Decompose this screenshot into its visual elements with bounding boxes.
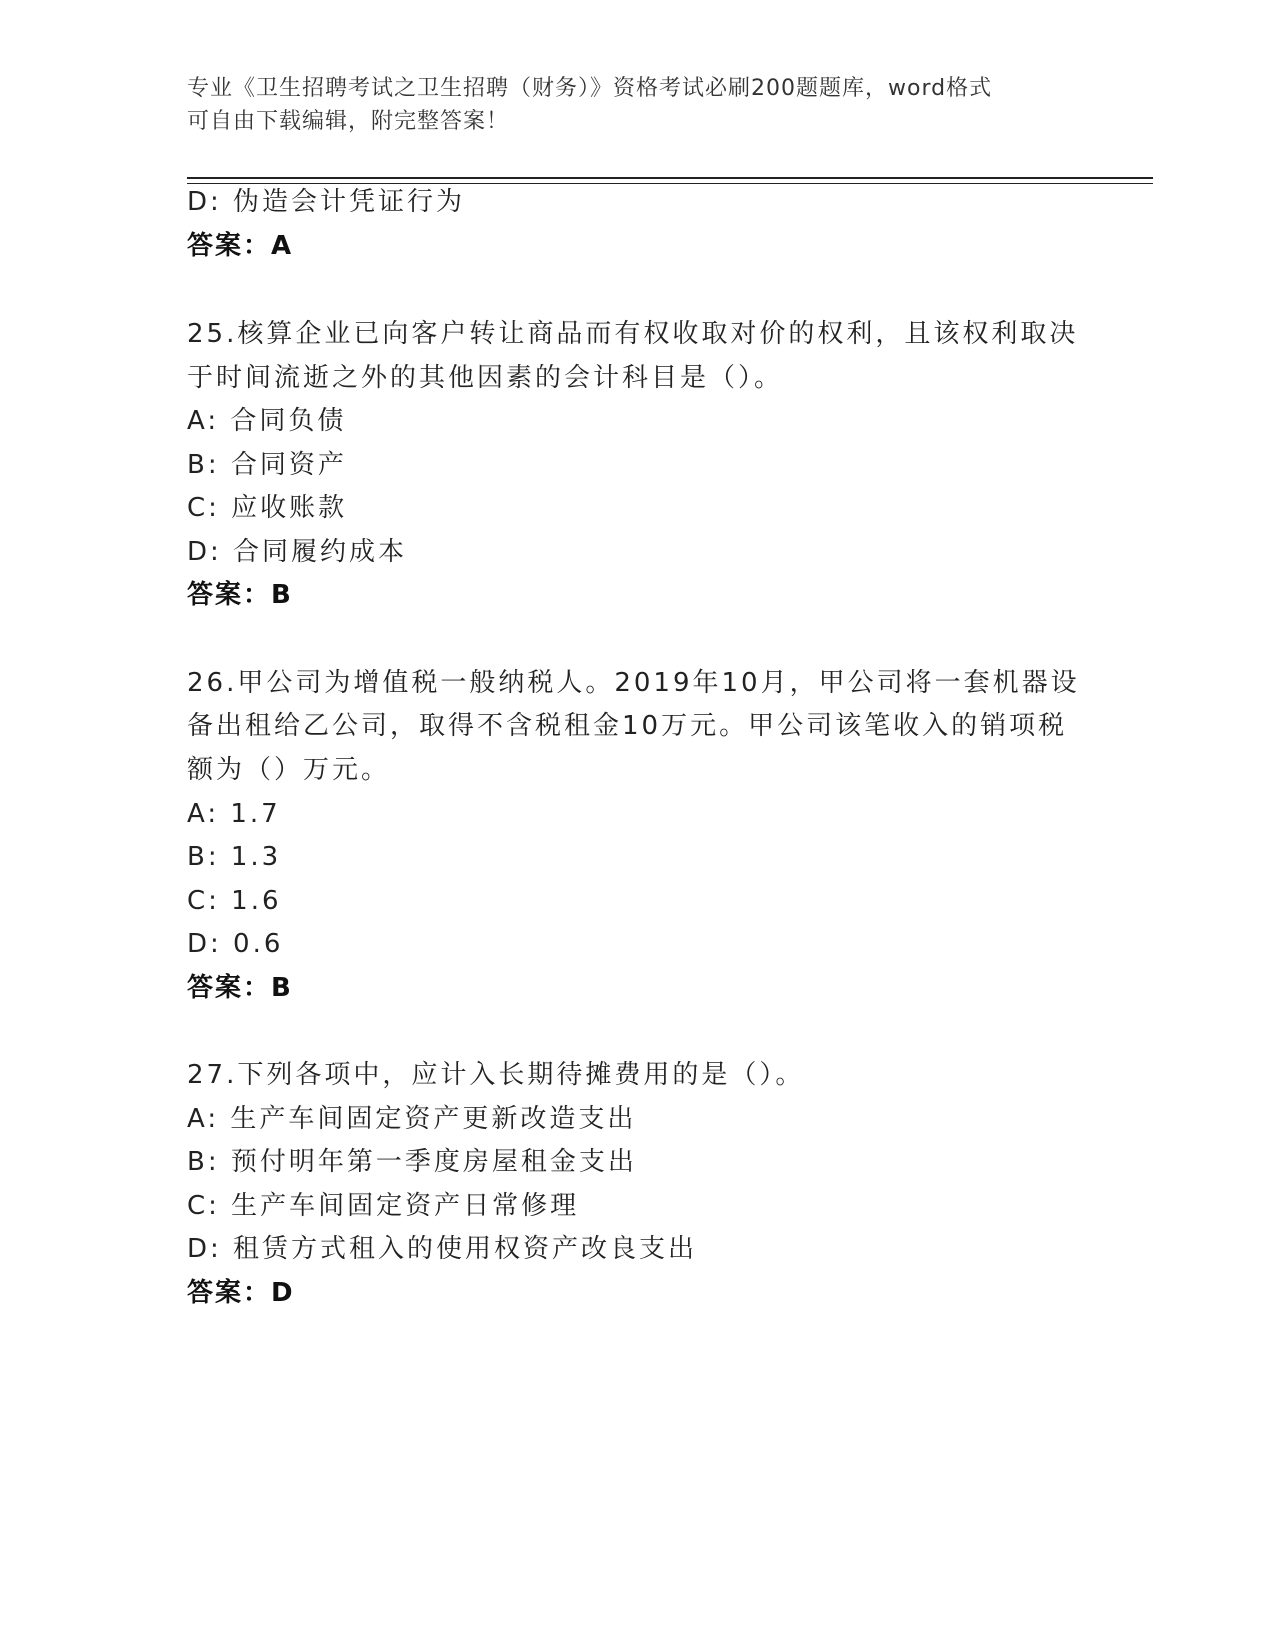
q26-stem-line-2: 备出租给乙公司，取得不含税租金10万元。甲公司该笔收入的销项税: [187, 711, 1068, 741]
q26-option-c: C: 1.6: [187, 886, 282, 916]
q27-stem-line-1: 27.下列各项中，应计入长期待摊费用的是（）。: [187, 1060, 805, 1090]
q25-option-a: A: 合同负债: [187, 406, 347, 436]
q26-option-d: D: 0.6: [187, 929, 284, 959]
q25-answer: 答案：B: [187, 580, 293, 610]
prev-answer: 答案：A: [187, 231, 294, 261]
q27-option-c: C: 生产车间固定资产日常修理: [187, 1191, 580, 1221]
q26-option-a: A: 1.7: [187, 799, 281, 829]
q26-stem-line-1: 26.甲公司为增值税一般纳税人。2019年10月，甲公司将一套机器设: [187, 668, 1080, 698]
q25-option-d: D: 合同履约成本: [187, 537, 408, 567]
q26-stem-line-3: 额为（）万元。: [187, 755, 391, 785]
q25-stem-line-1: 25.核算企业已向客户转让商品而有权收取对价的权利，且该权利取决: [187, 319, 1079, 349]
header-rule-thick: [187, 177, 1153, 179]
header-line-1: 专业《卫生招聘考试之卫生招聘（财务）》资格考试必刷200题题库，word格式: [187, 76, 993, 101]
q25-stem-line-2: 于时间流逝之外的其他因素的会计科目是（）。: [187, 363, 784, 393]
q27-option-d: D: 租赁方式租入的使用权资产改良支出: [187, 1234, 698, 1264]
prev-option-d: D: 伪造会计凭证行为: [187, 187, 466, 217]
page-header: [187, 72, 1087, 138]
q26-option-b: B: 1.3: [187, 842, 282, 872]
q25-option-c: C: 应收账款: [187, 493, 348, 523]
q26-answer: 答案：B: [187, 973, 293, 1003]
q27-option-a: A: 生产车间固定资产更新改造支出: [187, 1104, 637, 1134]
header-line-2: 可自由下载编辑，附完整答案！: [187, 109, 510, 134]
q25-option-b: B: 合同资产: [187, 450, 347, 480]
q27-option-b: B: 预付明年第一季度房屋租金支出: [187, 1147, 637, 1177]
q27-answer: 答案：D: [187, 1278, 295, 1308]
